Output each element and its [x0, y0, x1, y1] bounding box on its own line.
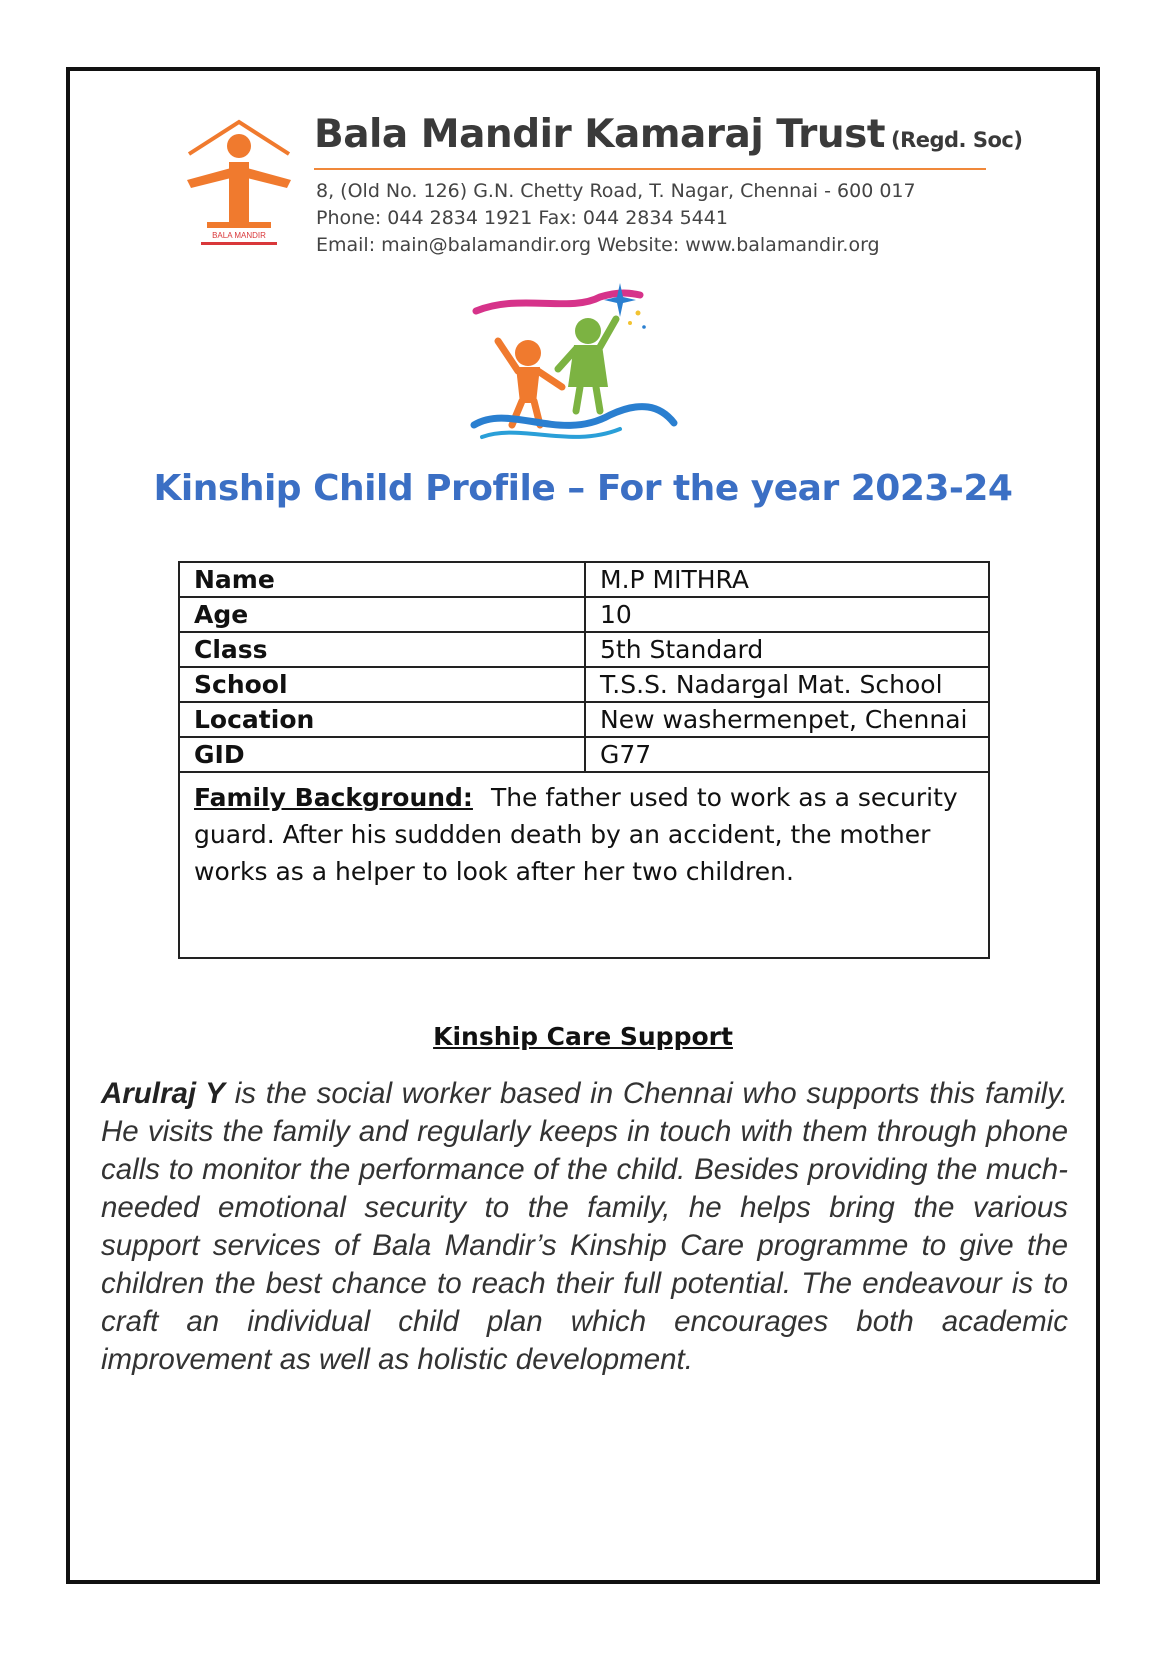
field-value-gid: G77	[585, 737, 989, 772]
field-value-name: M.P MITHRA	[585, 562, 989, 597]
bala-mandir-logo	[183, 118, 295, 256]
trust-address: 8, (Old No. 126) G.N. Chetty Road, T. Nagar, Chennai - 600 017	[316, 180, 916, 202]
trust-phone-fax: Phone: 044 2834 1921 Fax: 044 2834 5441	[316, 207, 728, 229]
field-value-location: New washermenpet, Chennai	[585, 702, 989, 737]
family-background-cell	[179, 772, 989, 958]
field-value-school: T.S.S. Nadargal Mat. School	[585, 667, 989, 702]
support-paragraph	[101, 1075, 1068, 1379]
field-value-class: 5th Standard	[585, 632, 989, 667]
child-profile-table	[178, 561, 990, 959]
table-row	[179, 632, 989, 667]
family-background-row	[179, 772, 989, 958]
children-illustration	[470, 283, 705, 453]
trust-email-website: Email: main@balamandir.org Website: www.balamandir.org	[316, 234, 880, 256]
table-row	[179, 667, 989, 702]
table-row	[179, 737, 989, 772]
field-label: Age	[179, 597, 585, 632]
table-row	[179, 702, 989, 737]
support-heading: Kinship Care Support	[433, 1022, 733, 1051]
trust-name: Bala Mandir Kamaraj Trust (Regd. Soc)	[314, 112, 1023, 157]
family-background-label: Family Background:	[194, 783, 473, 812]
social-worker-name: Arulraj Y	[101, 1077, 225, 1110]
field-label: Class	[179, 632, 585, 667]
trust-suffix: (Regd. Soc)	[890, 128, 1023, 152]
table-row	[179, 562, 989, 597]
letterhead-rule	[314, 168, 986, 170]
page-title: Kinship Child Profile – For the year 2023-24	[153, 468, 1013, 509]
field-label: GID	[179, 737, 585, 772]
field-label: Name	[179, 562, 585, 597]
support-body: is the social worker based in Chennai who supports this family. He visits the family and regularly keeps in touch with them through phone calls to monitor the performance of the child. Besides providing the much-needed emotional security to the family, he helps bring the various support services of Bala Mandir’s Kinship Care programme to give the children the best chance to reach their full potential. The endeavour is to craft an individual child plan which encourages both academic improvement as well as holistic development.	[101, 1077, 1068, 1376]
field-label: School	[179, 667, 585, 702]
table-row	[179, 597, 989, 632]
field-value-age: 10	[585, 597, 989, 632]
logo-text: BALA MANDIR	[212, 231, 266, 240]
family-background-text: The father used to work as a security guard. After his suddden death by an accident, the mother works as a helper to look after her two children.	[194, 783, 958, 886]
field-label: Location	[179, 702, 585, 737]
